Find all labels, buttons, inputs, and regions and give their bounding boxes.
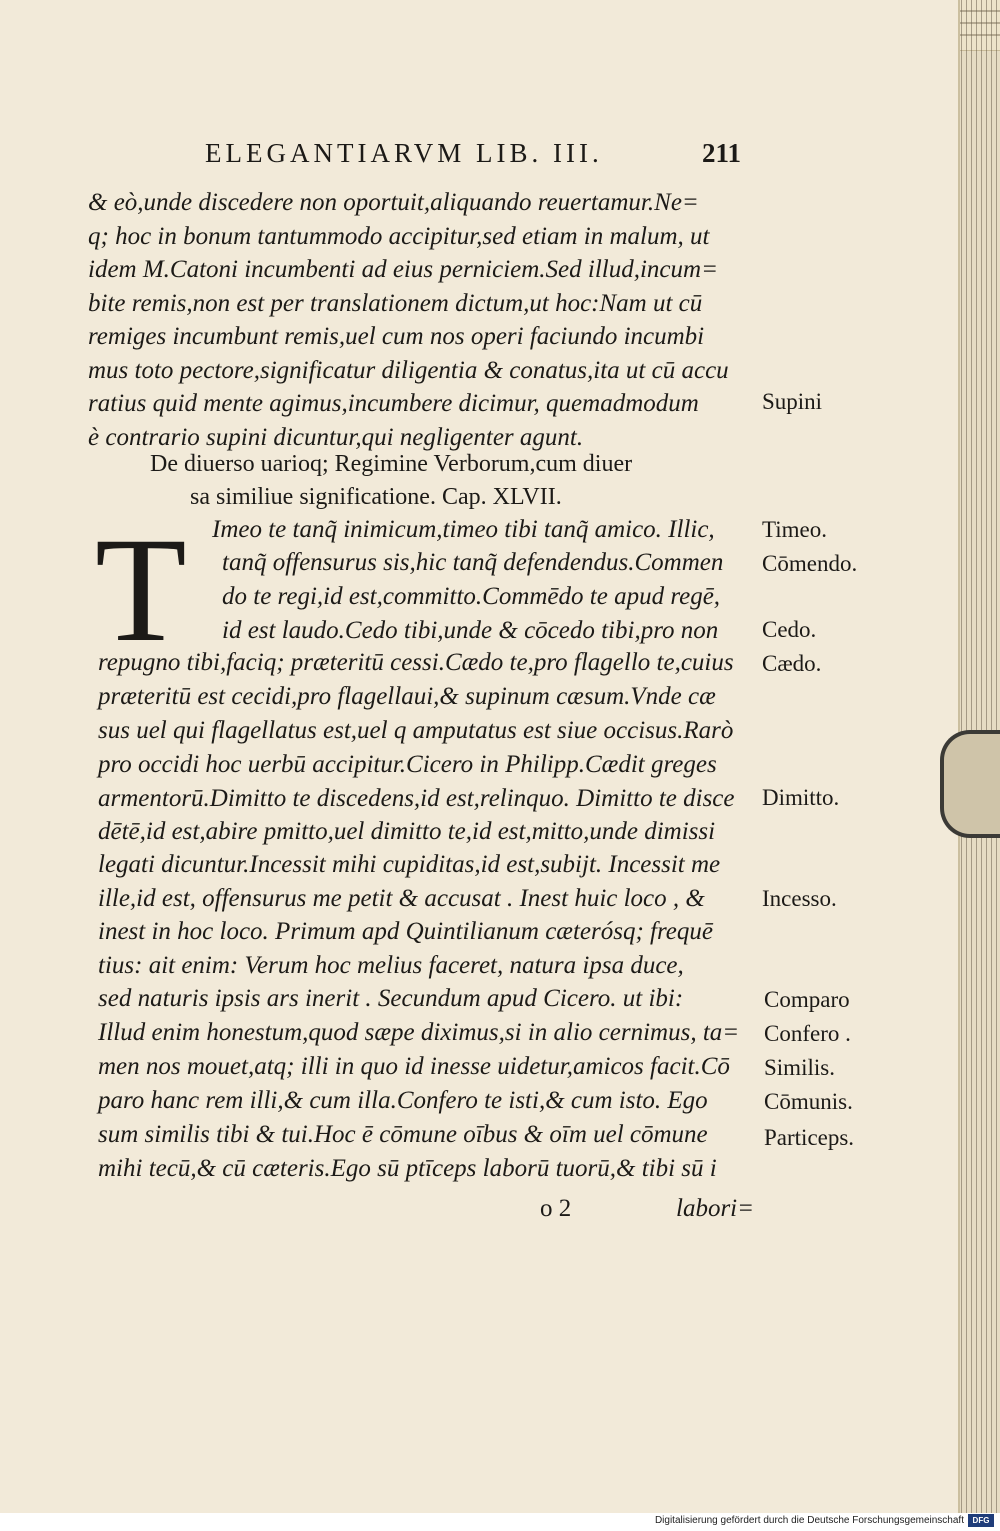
text-line: armentorū.Dimitto te discedens,id est,relinquo. Dimitto te disce [98,785,735,812]
footer-credit: Digitalisierung gefördert durch die Deutsche Forschungsgemeinschaft [654,1515,964,1526]
margin-note: Cædo. [762,651,822,676]
text-line: & eò,unde discedere non oportuit,aliquando reuertamur.Ne= [88,189,699,216]
margin-note: Timeo. [762,517,827,542]
text-line: do te regi,id est,committo.Commēdo te apud regē, [222,583,721,610]
text-line: men nos mouet,atq; illi in quo id inesse uidetur,amicos facit.Cō [98,1053,730,1080]
text-line: pro occidi hoc uerbū accipitur.Cicero in Philipp.Cædit greges [98,751,717,778]
text-line: q; hoc in bonum tantummodo accipitur,sed etiam in malum, ut [88,223,710,250]
margin-note: Supini [762,389,823,414]
dfg-logo: DFG [968,1514,994,1527]
text-line: Illud enim honestum,quod sæpe diximus,si in alio cernimus, ta= [98,1019,740,1046]
text-line: repugno tibi,faciq; præteritū cessi.Cædo te,pro flagello te,cuius [98,649,734,676]
chapter-heading-line: De diuerso uarioq; Regimine Verborum,cum diuer [150,451,633,477]
margin-note: Incesso. [762,886,837,911]
text-line: ille,id est, offensurus me petit & accusat . Inest huic loco , & [98,885,705,912]
signature-mark: o 2 [540,1195,572,1222]
margin-note: Confero . [764,1021,851,1046]
text-line: sed naturis ipsis ars inerit . Secundum apud Cicero. ut ibi: [98,985,684,1012]
margin-note: Similis. [764,1055,835,1080]
margin-note: Cōmunis. [764,1089,853,1114]
margin-note: Comparo [764,987,850,1012]
text-line: inest in hoc loco. Primum apd Quintilianum cæterósq; frequē [98,918,713,945]
book-clip [940,730,1000,838]
margin-note: Dimitto. [762,785,840,810]
chapter-heading-line: sa similiue significatione. Cap. XLVII. [190,484,562,510]
page-number: 211 [702,138,742,168]
text-line: dētē,id est,abire pmitto,uel dimitto te,id est,mitto,unde dimissi [98,818,716,845]
text-line: sum similis tibi & tui.Hoc ē cōmune oībus & oīm uel cōmune [98,1121,708,1148]
text-line: præteritū est cecidi,pro flagellaui,& supinum cæsum.Vnde cæ [98,683,716,710]
catchword: labori= [676,1195,754,1222]
page-header [0,138,958,178]
margin-note: Particeps. [764,1125,855,1150]
text-line: tius: ait enim: Verum hoc melius faceret, natura ipsa duce, [98,952,684,979]
text-line: bite remis,non est per translationem dictum,ut hoc:Nam ut cū [88,290,703,317]
text-line: legati dicuntur.Incessit mihi cupiditas,id est,subijt. Incessit me [98,851,721,878]
text-line: id est laudo.Cedo tibi,unde & cōcedo tibi,pro non [222,617,719,644]
margin-note: Cōmendo. [762,551,858,576]
text-line: paro hanc rem illi,& cum illa.Confero te isti,& cum isto. Ego [98,1087,708,1114]
text-line: è contrario supini dicuntur,qui negligenter agunt. [88,424,584,451]
text-line: sus uel qui flagellatus est,uel q amputatus est siue occisus.Rarò [98,717,734,744]
text-line: Imeo te tanq̃ inimicum,timeo tibi tanq̃ amico. Illic, [212,516,715,543]
text-line: tanq̃ offensurus sis,hic tanq̃ defendendus.Commen [222,549,724,576]
running-head: ELEGANTIARVM LIB. III. [205,138,603,168]
drop-initial: T [95,507,187,673]
text-line: mus toto pectore,significatur diligentia & conatus,ita ut cū accu [88,357,729,384]
text-line: ratius quid mente agimus,incumbere dicimur, quemadmodum [88,390,699,417]
text-line: mihi tecū,& cū cæteris.Ego sū ptīceps laborū tuorū,& tibi sū i [98,1155,717,1182]
margin-note: Cedo. [762,617,817,642]
text-line: remiges incumbunt remis,uel cum nos operi faciundo incumbi [88,323,705,350]
text-line: idem M.Catoni incumbenti ad eius perniciem.Sed illud,incum= [88,256,718,283]
